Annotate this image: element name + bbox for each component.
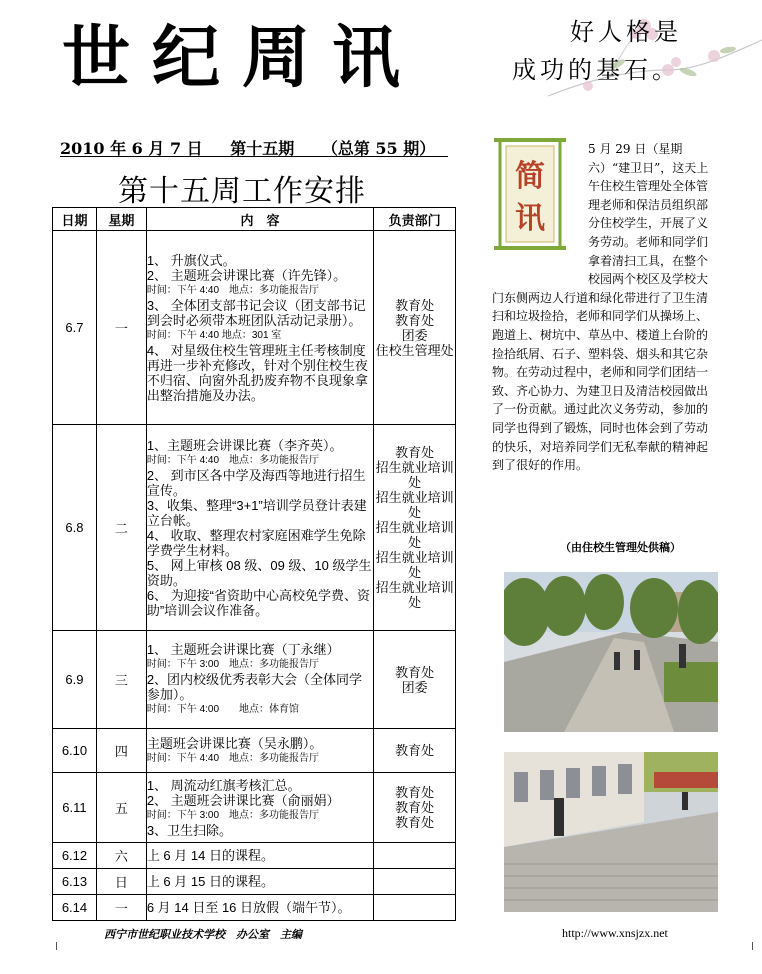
table-row: [53, 631, 456, 729]
crop-mark: [56, 942, 57, 950]
row-content: [146, 869, 373, 895]
item-dept: 招生就业培训处: [375, 520, 454, 550]
row-date: 6.14: [53, 895, 97, 921]
schedule-item: 6 月 14 日至 16 日放假（端午节）。: [146, 900, 351, 915]
item-dept: 教育处: [395, 312, 435, 328]
row-date: 6.11: [53, 773, 97, 843]
row-date: 6.7: [53, 231, 97, 425]
article-paragraph-cont: 老师和同学们拿着清扫工具，在整个校园两个校区及学校大门东侧两边人行道和绿化带进行了卫生清扫和垃圾捡拾，老师和同学们从操场上、跑道上、树坑中、草丛中、楼道上台阶的捡拾纸屑、石子、塑料袋、烟头和其它杂物。在劳动过程中，老师和同学们团结一致、齐心协力、为建卫日及清洁校园做出了一份贡献。通过此次义务劳动，参加的同学也得到了锻炼，同时也体会到了劳动的快乐，对培养同学们无私奉献的精神起到了很好的作用。: [492, 234, 709, 473]
item-dept: 招生就业培训处: [375, 460, 454, 490]
item-time-location: 时间：下午 4:40 地点：301 室: [146, 329, 282, 341]
row-dept: [374, 895, 456, 921]
issue-number: 第十五期: [230, 139, 295, 158]
schedule-item: 2、 主题班会讲课比赛（许先锋）。: [146, 267, 347, 283]
schedule-item: 4、 收取、整理农村家庭困难学生免除学费学生材料。: [146, 527, 366, 558]
item-time-location: 时间：下午 4:40 地点：多功能报告厅: [146, 752, 320, 764]
item-dept: 教育处: [395, 800, 435, 815]
crop-mark: [752, 942, 753, 950]
row-content: [146, 895, 373, 921]
row-dept: [374, 425, 456, 631]
row-dept: [374, 843, 456, 869]
badge-char-1: 简: [515, 159, 545, 194]
schedule-item: 1、 主题班会讲课比赛（丁永继）: [146, 642, 340, 657]
row-weekday: 一: [96, 231, 146, 425]
item-time-location: 时间：下午 4:40 地点：多功能报告厅: [146, 454, 320, 466]
item-time-location: 时间：下午 3:00 地点：多功能报告厅: [146, 809, 320, 821]
schedule-item: 1、主题班会讲课比赛（李齐英）。: [146, 437, 343, 453]
header-weekday: 星期: [96, 208, 146, 231]
badge-float-space: [492, 140, 588, 280]
issue-underline: [60, 156, 448, 157]
article-paragraph: 5 月 29 日（星期六）“建卫日”，这天上午住校生管理处全体管理老师和保洁员组织部分住校学生，开展了义务劳动。: [588, 142, 709, 249]
table-row: [53, 895, 456, 921]
masthead-title: 世纪周讯: [62, 18, 423, 98]
row-weekday: 六: [96, 843, 146, 869]
schedule-item: 3、卫生扫除。: [146, 822, 233, 838]
motto-line-2: 成功的基石。: [512, 56, 680, 84]
item-dept: 教育处: [395, 785, 435, 800]
row-weekday: 四: [96, 729, 146, 773]
schedule-item: 3、 全体团支部书记会议（团支部书记到会时必须带本班团队活动记录册）。: [146, 297, 366, 328]
footer-url[interactable]: http://www.xnsjzx.net: [562, 926, 668, 940]
schedule-item: 3、收集、整理“3+1”培训学员登计表建立台帐。: [146, 497, 367, 528]
schedule-item: 5、 网上审核 08 级、09 级、10 级学生资助。: [146, 557, 372, 588]
badge-char-2: 讯: [515, 201, 545, 236]
schedule-item: 2、团内校级优秀表彰大会（全体同学参加）。: [146, 672, 363, 702]
item-dept: 住校生管理处: [375, 342, 454, 358]
schedule-item: 主题班会讲课比赛（吴永鹏）。: [146, 735, 323, 751]
row-weekday: 一: [96, 895, 146, 921]
news-article: [492, 140, 714, 475]
schedule-item: 1、 周流动红旗考核汇总。: [146, 777, 301, 793]
schedule-body: [53, 231, 456, 921]
row-dept: [374, 773, 456, 843]
row-content: [146, 729, 373, 773]
row-content: [146, 773, 373, 843]
schedule-item: 2、 到市区各中学及海西等地进行招生宣传。: [146, 467, 366, 498]
row-date: 6.10: [53, 729, 97, 773]
row-weekday: 日: [96, 869, 146, 895]
item-dept: 教育处: [395, 297, 435, 313]
schedule-item: 6、 为迎接“省资助中心高校免学费、资助”培训会议作准备。: [146, 587, 370, 618]
photo-street-cleaning: [504, 572, 718, 732]
row-content: [146, 231, 373, 425]
row-content: [146, 843, 373, 869]
header-date: 日期: [53, 208, 97, 231]
row-weekday: 二: [96, 425, 146, 631]
row-dept: [374, 231, 456, 425]
row-weekday: 五: [96, 773, 146, 843]
table-header-row: [53, 208, 456, 231]
issue-total: （总第 55 期）: [321, 139, 436, 158]
issue-date: 2010 年 6 月 7 日: [60, 139, 203, 158]
item-dept: 团委: [401, 327, 428, 343]
schedule-table: [52, 207, 456, 921]
row-date: 6.12: [53, 843, 97, 869]
table-row: [53, 843, 456, 869]
schedule-item: 上 6 月 15 日的课程。: [146, 874, 274, 889]
item-dept: 教育处: [395, 743, 435, 758]
schedule-item: 4、 对星级住校生管理班主任考核制度再进一步补充修改，针对个别住校生夜不归宿、向窗外乱扔废弃物不良现象拿出整治措施及办法。: [146, 342, 368, 403]
item-dept: 招生就业培训处: [375, 580, 454, 610]
row-content: [146, 425, 373, 631]
row-dept: [374, 631, 456, 729]
item-dept: 团委: [401, 679, 428, 695]
table-row: [53, 773, 456, 843]
schedule-title: 第十五周工作安排: [118, 175, 366, 208]
table-row: [53, 729, 456, 773]
item-dept: 教育处: [395, 664, 435, 680]
photo-building-cleaning: [504, 752, 718, 912]
item-time-location: 时间：下午 3:00 地点：多功能报告厅: [146, 659, 320, 670]
row-date: 6.9: [53, 631, 97, 729]
item-dept: 招生就业培训处: [375, 490, 454, 520]
table-row: [53, 425, 456, 631]
schedule-item: 2、 主题班会讲课比赛（俞丽娟）: [146, 792, 340, 808]
schedule-item: 1、 升旗仪式。: [146, 252, 236, 268]
schedule-item: 上 6 月 14 日的课程。: [146, 848, 274, 863]
row-content: [146, 631, 373, 729]
header-dept: 负责部门: [374, 208, 456, 231]
motto-line-1: 好人格是: [570, 18, 682, 46]
row-weekday: 三: [96, 631, 146, 729]
article-credit: （由住校生管理处供稿）: [560, 541, 681, 554]
footer-editor: 西宁市世纪职业技术学校 办公室 主编: [104, 928, 302, 941]
header-content: 内 容: [146, 208, 373, 231]
item-dept: 教育处: [395, 815, 435, 830]
table-row: [53, 231, 456, 425]
row-dept: [374, 869, 456, 895]
item-time-location: 时间：下午 4:40 地点：多功能报告厅: [146, 284, 320, 296]
row-date: 6.8: [53, 425, 97, 631]
item-dept: 招生就业培训处: [375, 550, 454, 580]
item-time-location: 时间：下午 4:00 地点：体育馆: [146, 704, 300, 715]
row-date: 6.13: [53, 869, 97, 895]
table-row: [53, 869, 456, 895]
item-dept: 教育处: [395, 445, 435, 460]
row-dept: [374, 729, 456, 773]
